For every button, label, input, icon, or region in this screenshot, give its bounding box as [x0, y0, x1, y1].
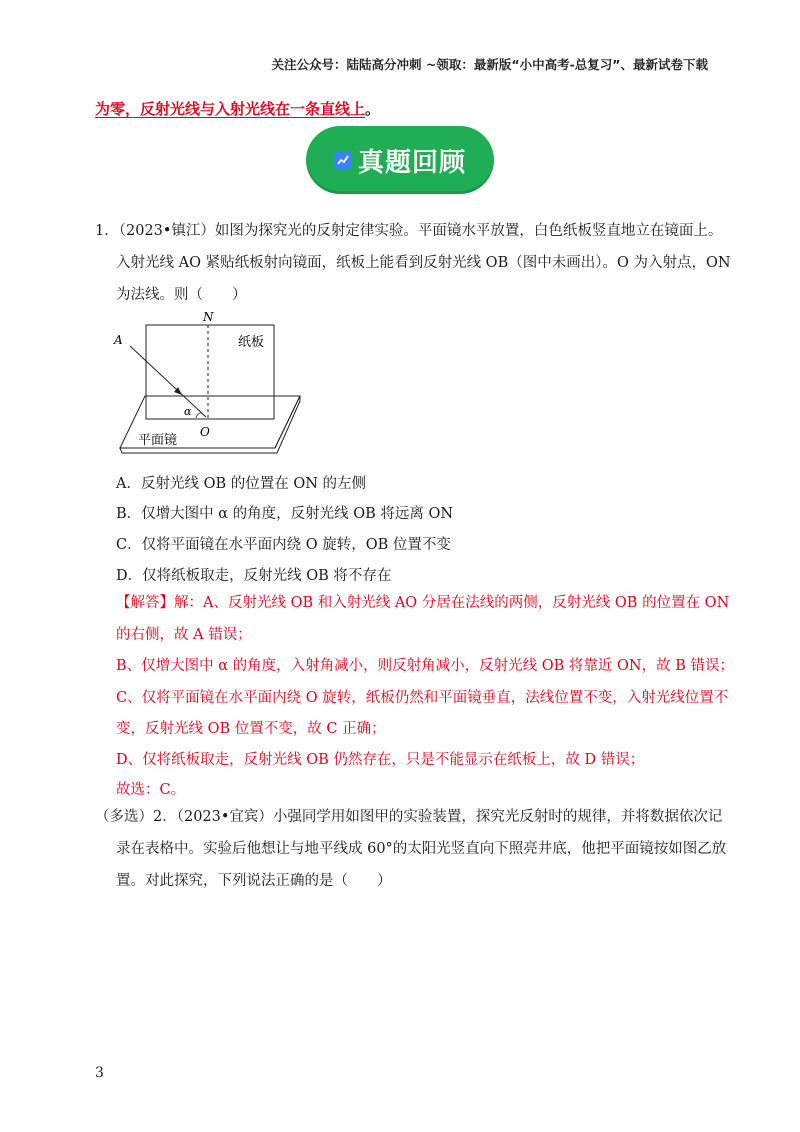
- q1-stem-line1: 1．（2023•镇江）如图为探究光的反射定律实验。平面镜水平放置，白色纸板竖直地立在镜面上。: [95, 223, 723, 239]
- q2-stem-line1: （多选）2．（2023•宜宾）小强同学用如图甲的实验装置，探究光反射时的规律，并将数据依次记: [95, 809, 723, 825]
- answer-line5: 变，反射光线 OB 位置不变，故 C 正确；: [116, 721, 386, 737]
- q2-stem-line3: 置。对此探究，下列说法正确的是（ ）: [116, 873, 392, 889]
- answer-line2: 的右侧，故 A 错误；: [116, 627, 252, 643]
- header-note: 关注公众号：陆陆高分冲刺 ~领取：最新版“小中高考-总复习”、最新试卷下载: [271, 57, 708, 72]
- answer-line7: 故选：C。: [116, 782, 186, 798]
- q1-option-a: A．反射光线 OB 的位置在 ON 的左侧: [116, 476, 367, 492]
- q1-option-b: B．仅增大图中 α 的角度，反射光线 OB 将远离 ON: [116, 506, 454, 522]
- q1-stem-line2: 入射光线 AO 紧贴纸板射向镜面，纸板上能看到反射光线 OB（图中未画出）。O 为入射点，ON: [116, 255, 731, 271]
- q1-stem-line3: 为法线。则（ ）: [116, 287, 247, 303]
- answer-line1: 【解答】解：A、反射光线 OB 和入射光线 AO 分居在法线的两侧，反射光线 OB 的位置在 ON: [116, 595, 730, 611]
- reflection-diagram: [110, 308, 310, 458]
- label-alpha: α: [184, 405, 192, 418]
- q1-option-c: C．仅将平面镜在水平面内绕 O 旋转，OB 位置不变: [116, 537, 451, 553]
- q1-option-d: D．仅将纸板取走，反射光线 OB 将不存在: [116, 568, 392, 584]
- intro-text: 为零，反射光线与入射光线在一条直线上: [95, 100, 366, 118]
- incident-ray: [130, 346, 206, 417]
- intro-period: 。: [365, 100, 381, 118]
- label-N: N: [203, 310, 214, 324]
- chart-icon: [334, 151, 352, 169]
- label-A: A: [114, 333, 123, 347]
- answer-line4: C、仅将平面镜在水平面内绕 O 旋转，纸板仍然和平面镜垂直，法线位置不变，入射光线位置不: [116, 690, 729, 706]
- banner-label: 真题回顾: [357, 147, 466, 178]
- label-mirror: 平面镜: [138, 433, 178, 448]
- q2-stem-line2: 录在表格中。实验后他想让与地平线成 60°的太阳光竖直向下照亮井底，他把平面镜按如图乙放: [116, 841, 727, 857]
- answer-line6: D、仅将纸板取走，反射光线 OB 仍然存在，只是不能显示在纸板上，故 D 错误；: [116, 752, 645, 768]
- label-O: O: [200, 425, 210, 439]
- label-board: 纸板: [238, 335, 265, 350]
- page-number: 3: [95, 1065, 104, 1081]
- intro-conclusion: [95, 98, 380, 119]
- answer-line3: B、仅增大图中 α 的角度，入射角减小，则反射角减小，反射光线 OB 将靠近 ON，故 B 错误；: [116, 658, 734, 674]
- section-banner: [306, 126, 494, 194]
